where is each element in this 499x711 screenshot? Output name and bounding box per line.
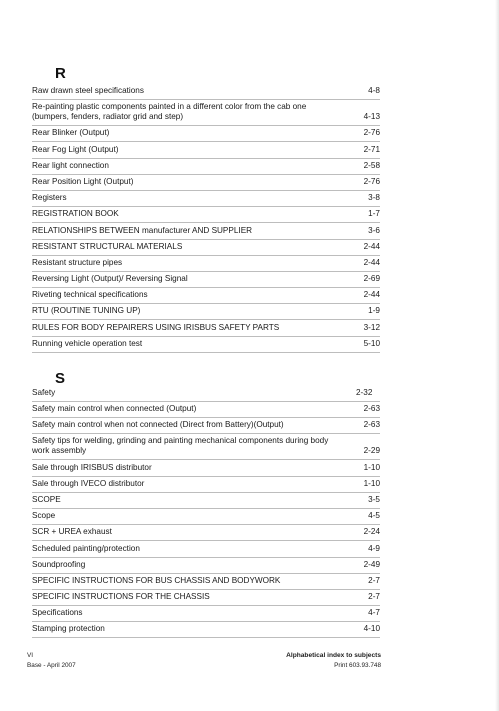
index-entry-page: 4-7	[368, 608, 380, 618]
footer-print: Print 603.93.748	[334, 662, 381, 669]
index-entry	[32, 525, 380, 541]
index-entry-page: 2-7	[368, 575, 380, 585]
index-entry-label: RTU (ROUTINE TUNING UP)	[32, 306, 141, 316]
index-entry	[32, 288, 380, 304]
index-entry-page: 1-10	[363, 478, 380, 488]
index-entry	[32, 590, 380, 606]
index-entry-label: REGISTRATION BOOK	[32, 209, 119, 219]
index-entry-page: 3-5	[368, 494, 380, 504]
index-entry-label: Rear Position Light (Output)	[32, 176, 134, 186]
index-entry	[32, 477, 380, 493]
index-entry-page: 4-13	[363, 112, 380, 122]
index-entry	[32, 622, 380, 638]
index-entry-label: SPECIFIC INSTRUCTIONS FOR THE CHASSIS	[32, 592, 210, 602]
index-entry-page: 5-10	[363, 338, 380, 348]
index-entry-page: 2-49	[363, 559, 380, 569]
index-entry-safety	[32, 388, 380, 401]
footer-page-label: VI	[27, 652, 34, 659]
index-entry-label: Safety tips for welding, grinding and painting mechanical components during body work assembly	[32, 436, 329, 456]
index-entry	[32, 574, 380, 590]
index-entry-label: Sale through IRISBUS distributor	[32, 462, 152, 472]
index-entry	[32, 320, 380, 336]
index-entry	[32, 256, 380, 272]
index-entry-page: 2-69	[363, 274, 380, 284]
index-entry-label: Re-painting plastic components painted in a different color from the cab one (bumpers, fenders, radiator grid and step)	[32, 102, 307, 122]
index-entry-page: 2-63	[363, 404, 380, 414]
index-entry-label: Stamping protection	[32, 624, 105, 634]
index-entry	[32, 240, 380, 256]
index-entry	[32, 509, 380, 525]
index-entry-label: RESISTANT STRUCTURAL MATERIALS	[32, 241, 183, 251]
index-entry-label: RELATIONSHIPS BETWEEN manufacturer AND SUPPLIER	[32, 225, 253, 235]
index-entry	[32, 460, 380, 476]
index-entry-label: Scheduled painting/protection	[32, 543, 140, 553]
index-entry	[32, 191, 380, 207]
index-entry-label: Resistant structure pipes	[32, 257, 123, 267]
index-entry	[32, 337, 380, 353]
index-entry-label: SCOPE	[32, 494, 61, 504]
index-entry-label: Safety main control when not connected (Direct from Battery)(Output)	[32, 420, 284, 430]
index-entry-page: 2-71	[363, 144, 380, 154]
page-footer	[27, 651, 381, 671]
index-entry	[32, 223, 380, 239]
index-entry-label: Specifications	[32, 608, 83, 618]
index-entry-page: 4-5	[368, 511, 380, 521]
footer-base: Base - April 2007	[27, 662, 76, 669]
index-entry-label: SCR + UREA exhaust	[32, 527, 112, 537]
page-edge-shadow	[495, 0, 499, 711]
index-entry-page: 1-10	[363, 462, 380, 472]
index-entry-label: Soundproofing	[32, 559, 86, 569]
index-entry	[32, 142, 380, 158]
section-letter-s: S	[55, 370, 66, 387]
index-entry	[32, 126, 380, 142]
index-entry	[32, 207, 380, 223]
index-entry-label: Riveting technical specifications	[32, 290, 148, 300]
section-letter-r: R	[55, 65, 66, 82]
index-entry-page: 4-9	[368, 543, 380, 553]
index-entry	[32, 606, 380, 622]
index-entry	[32, 84, 380, 100]
index-entry-label: Running vehicle operation test	[32, 338, 143, 348]
index-entry-page: 2-32	[356, 388, 373, 397]
index-entry-page: 2-58	[363, 160, 380, 170]
index-section-s	[32, 388, 380, 638]
index-entry-page: 3-12	[363, 322, 380, 332]
index-entry	[32, 304, 380, 320]
index-entry-page: 2-63	[363, 420, 380, 430]
index-entry-page: 4-8	[368, 86, 380, 96]
index-entry-label: Registers	[32, 193, 67, 203]
index-entry-page: 2-76	[363, 128, 380, 138]
index-entry-page: 2-44	[363, 257, 380, 267]
index-entry-label: SPECIFIC INSTRUCTIONS FOR BUS CHASSIS AND BODYWORK	[32, 575, 281, 585]
index-entry-label: RULES FOR BODY REPAIRERS USING IRISBUS SAFETY PARTS	[32, 322, 280, 332]
index-entry	[32, 272, 380, 288]
index-entry-page: 2-44	[363, 241, 380, 251]
index-entry-label: Safety	[32, 388, 56, 397]
index-entry-page: 4-10	[363, 624, 380, 634]
index-entry-label: Reversing Light (Output)/ Reversing Signal	[32, 274, 188, 284]
index-entry	[32, 175, 380, 191]
footer-title: Alphabetical index to subjects	[286, 652, 381, 659]
index-entry-page: 2-24	[363, 527, 380, 537]
index-entry	[32, 434, 380, 460]
index-entry	[32, 558, 380, 574]
index-entry-label: Rear Blinker (Output)	[32, 128, 110, 138]
index-entry-label: Rear light connection	[32, 160, 109, 170]
index-entry-label: Sale through IVECO distributor	[32, 478, 145, 488]
index-entry-label: Raw drawn steel specifications	[32, 86, 144, 96]
index-entry	[32, 541, 380, 557]
index-entry	[32, 493, 380, 509]
index-entry-label: Safety main control when connected (Output)	[32, 404, 197, 414]
index-entry-page: 1-7	[368, 209, 380, 219]
index-section-r	[32, 84, 380, 353]
index-entry-page: 3-6	[368, 225, 380, 235]
index-entry-label: Rear Fog Light (Output)	[32, 144, 119, 154]
index-entry-page: 2-44	[363, 290, 380, 300]
index-entry-page: 1-9	[368, 306, 380, 316]
index-entry	[32, 402, 380, 418]
index-entry	[32, 159, 380, 175]
index-entry-page: 2-76	[363, 176, 380, 186]
index-entry	[32, 100, 380, 126]
index-entry-page: 2-29	[363, 446, 380, 456]
index-entry	[32, 418, 380, 434]
index-entry-page: 3-8	[368, 193, 380, 203]
index-entry-label: Scope	[32, 511, 56, 521]
index-entry-page: 2-7	[368, 592, 380, 602]
